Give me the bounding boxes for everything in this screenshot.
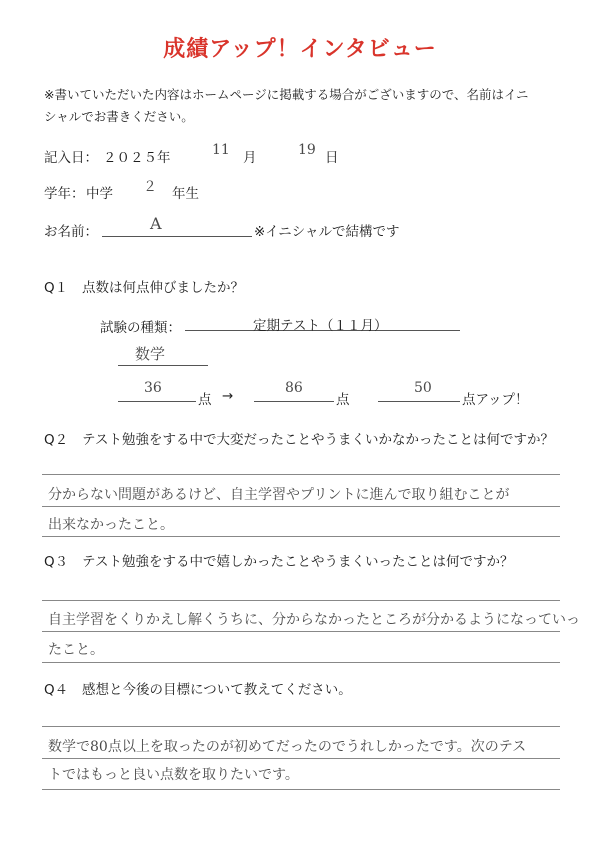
q4-rule-2	[42, 758, 560, 759]
q4-rule-3	[42, 789, 560, 790]
q4-answer-line-1: 数学で80点以上を取ったのが初めてだったのでうれしかったです。次のテス	[48, 739, 527, 755]
q3-heading	[44, 550, 513, 570]
q2-rule-2	[42, 506, 560, 507]
q3-rule-1	[42, 600, 560, 601]
q2-rule-1	[42, 474, 560, 475]
after-score: 86	[285, 380, 303, 396]
grade-school: 中学	[86, 186, 113, 202]
q3-question: テスト勉強をする中で嬉しかったことやうまくいったことは何ですか？	[82, 554, 514, 570]
entry-date-month-unit: 月	[243, 150, 257, 166]
notice-line-2: シャルでお書きください。	[44, 109, 194, 124]
after-score-unit: 点	[336, 392, 350, 408]
q3-answer-line-2: たこと。	[48, 642, 104, 658]
entry-date-day-unit: 日	[325, 150, 339, 166]
q3-number: Q３	[44, 554, 69, 570]
page-title: 成績アップ！インタビュー	[163, 37, 437, 62]
q1-question: 点数は何点伸びましたか？	[82, 280, 244, 296]
increase-value: 50	[414, 380, 432, 396]
entry-date-day: 19	[298, 142, 316, 158]
q2-rule-3	[42, 536, 560, 537]
arrow-icon: →	[222, 388, 234, 404]
before-score-unit: 点	[198, 392, 212, 408]
q3-rule-2	[42, 631, 560, 632]
increase-underline	[378, 401, 460, 402]
entry-date-month: 11	[212, 142, 230, 158]
notice-line-1: ※書いていただいた内容はホームページに掲載する場合がございますので、名前はイニ	[44, 87, 529, 102]
name-note: ※イニシャルで結構です	[254, 224, 400, 240]
entry-date-year: ２０２５年	[103, 150, 171, 166]
after-score-underline	[254, 401, 334, 402]
subject-value: 数学	[135, 345, 166, 363]
name-underline	[102, 236, 252, 237]
q2-question: テスト勉強をする中で大変だったことやうまくいかなかったことは何ですか？	[82, 432, 554, 448]
q3-rule-3	[42, 662, 560, 663]
grade-unit: 年生	[172, 186, 199, 202]
q4-question: 感想と今後の目標について教えてください。	[82, 682, 352, 698]
exam-type-label: 試験の種類：	[100, 320, 181, 336]
q4-answer-line-2: トではもっと良い点数を取りたいです。	[48, 767, 299, 783]
exam-type-value: 定期テスト（１１月）	[253, 318, 388, 334]
q4-heading	[44, 678, 352, 698]
name-value: A	[150, 214, 163, 233]
q1-number: Q１	[44, 280, 69, 296]
q4-rule-1	[42, 726, 560, 727]
subject-underline	[118, 365, 208, 366]
name-label: お名前：	[44, 224, 98, 240]
grade-value: ２	[143, 179, 157, 195]
before-score: 36	[144, 380, 162, 396]
increase-label: 点アップ！	[462, 392, 529, 408]
q1-heading	[44, 276, 244, 296]
before-score-underline	[118, 401, 196, 402]
q2-answer-line-1: 分からない問題があるけど、自主学習やプリントに進んで取り組むことが	[48, 487, 510, 503]
q2-answer-line-2: 出来なかったこと。	[48, 517, 174, 533]
q2-number: Q２	[44, 432, 69, 448]
q4-number: Q４	[44, 682, 69, 698]
q2-heading	[44, 428, 554, 448]
q3-answer-line-1: 自主学習をくりかえし解くうちに、分からなかったところが分かるようになっていっ	[48, 612, 580, 628]
grade-label: 学年：	[44, 186, 85, 202]
entry-date-label: 記入日：	[44, 150, 98, 166]
